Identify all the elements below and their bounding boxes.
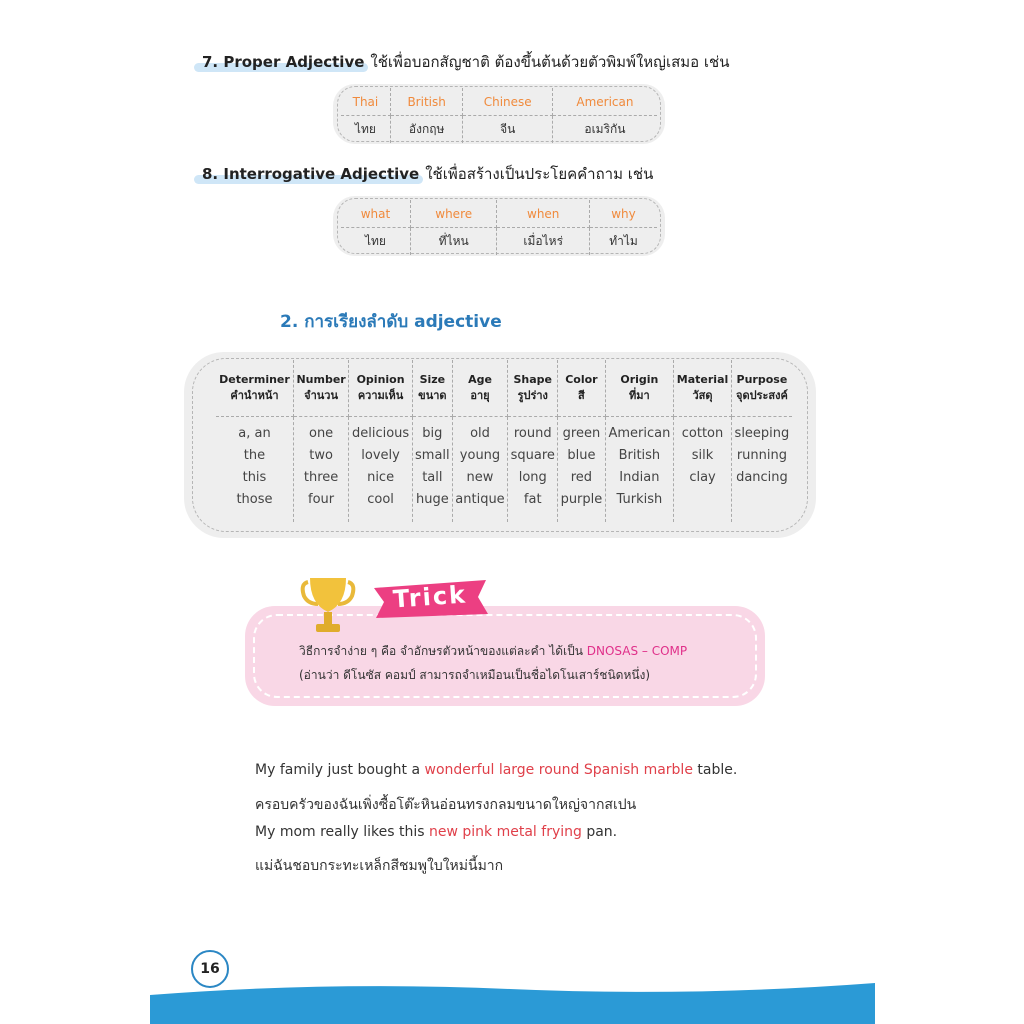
adjective-word: round [513, 426, 552, 441]
adjective-word: blue [567, 448, 596, 463]
example-1-adjectives: wonderful large round Spanish marble [424, 762, 693, 778]
adjective-word: huge [415, 492, 449, 507]
trick-label: Trick [392, 580, 468, 614]
adjective-word: delicious [351, 426, 410, 441]
interrogative-th-cell: ทำไม [609, 234, 638, 248]
proper-en-cell: British [390, 88, 463, 116]
column-header-en: Opinion [356, 373, 405, 386]
adjective-word: cotton [681, 426, 724, 441]
adjective-word: running [736, 448, 787, 463]
adjective-word: clay [689, 470, 716, 485]
adjective-word: Indian [619, 470, 660, 485]
adjective-word: American [608, 426, 671, 441]
adjective-word: two [309, 448, 333, 463]
column-header [349, 360, 413, 417]
adjective-word: lovely [361, 448, 400, 463]
example-2-post: pan. [581, 824, 618, 840]
interrogative-th-cell: ไทย [341, 228, 410, 256]
interrogative-en-cell: what [341, 200, 410, 228]
adjective-word: tall [422, 470, 443, 485]
column-header-th: คำนำหน้า [230, 389, 279, 402]
column-header [731, 360, 792, 417]
column-header-th: จำนวน [304, 389, 338, 402]
section-title: 2. การเรียงลำดับ adjective [280, 312, 502, 332]
column-words [731, 417, 792, 523]
column-header-en: Age [468, 373, 492, 386]
adjective-word: purple [560, 492, 603, 507]
interrogative-en-cell: where [410, 200, 497, 228]
interrogative-en-cell: when [497, 200, 590, 228]
proper-examples-box [333, 84, 665, 144]
example-1-pre: My family just bought a [255, 762, 425, 778]
adjective-word: new [466, 470, 494, 485]
adjective-order-box [184, 352, 816, 538]
page-number: 16 [191, 950, 229, 988]
adjective-word: long [518, 470, 547, 485]
column-header-th: อายุ [470, 389, 490, 402]
column-words [412, 417, 452, 523]
proper-heading-en: 7. Proper Adjective [202, 53, 365, 71]
adjective-word: fat [523, 492, 542, 507]
proper-th-cell: อังกฤษ [390, 116, 463, 144]
adjective-word: square [510, 448, 555, 463]
column-header [216, 360, 293, 417]
example-translation-1: ครอบครัวของฉันเพิ่งซื้อโต๊ะหินอ่อนทรงกลมขนาดใหญ่จากสเปน [255, 797, 637, 813]
proper-en-cell: American [552, 88, 657, 116]
column-header [558, 360, 605, 417]
adjective-word: nice [367, 470, 395, 485]
column-header-en: Number [296, 373, 346, 386]
column-words [605, 417, 674, 523]
interrogative-th-cell: เมื่อไหร่ [497, 228, 590, 256]
example-2-pre: My mom really likes this [255, 824, 430, 840]
adjective-word: silk [691, 448, 714, 463]
column-header-en: Size [419, 373, 446, 386]
example-translation-2: แม่ฉันชอบกระทะเหล็กสีชมพูใบใหม่นี้มาก [255, 858, 504, 874]
adjective-word: antique [455, 492, 505, 507]
proper-heading-th: ใช้เพื่อบอกสัญชาติ ต้องขึ้นต้นด้วยตัวพิมพ์ใหญ่เสมอ เช่น [370, 53, 730, 71]
proper-th-cell: อเมริกัน [584, 122, 626, 136]
adjective-word: those [236, 492, 273, 507]
interrogative-adjective-heading [200, 162, 653, 186]
column-header [674, 360, 732, 417]
interrogative-th-cell: ที่ไหน [410, 228, 497, 256]
column-words [558, 417, 605, 523]
adjective-word: the [243, 448, 266, 463]
example-2-adjectives: new pink metal frying [429, 824, 582, 840]
column-header [412, 360, 452, 417]
adjective-word: young [459, 448, 501, 463]
proper-examples-table [341, 88, 657, 143]
column-header-th: ความเห็น [357, 389, 404, 402]
trick-line-1 [299, 642, 687, 661]
column-header [293, 360, 348, 417]
proper-th-cell: จีน [463, 116, 552, 144]
trick-line-1-text: วิธีการจำง่าย ๆ คือ จำอักษรตัวหน้าของแต่ละคำ ได้เป็น [299, 644, 587, 658]
example-1-post: table. [692, 762, 738, 778]
example-sentence-1 [255, 762, 737, 778]
interrogative-en-cell: why [589, 200, 657, 228]
column-header-en: Determiner [219, 373, 290, 386]
interrogative-examples-table [341, 200, 657, 255]
column-header-th: จุดประสงค์ [736, 389, 788, 402]
adjective-word: one [308, 426, 334, 441]
adjective-word: three [303, 470, 339, 485]
column-header [508, 360, 558, 417]
column-header-th: ที่มา [629, 389, 650, 402]
column-words [674, 417, 732, 523]
adjective-word: old [470, 426, 490, 441]
trophy-icon [300, 574, 356, 638]
adjective-order-table [216, 360, 792, 522]
interrogative-examples-box [333, 196, 665, 256]
proper-adjective-heading [200, 50, 729, 74]
adjective-word: dancing [736, 470, 788, 485]
adjective-word: Turkish [616, 492, 663, 507]
adjective-word: red [570, 470, 593, 485]
adjective-word: sleeping [734, 426, 790, 441]
adjective-word: green [562, 426, 601, 441]
column-header-th: รูปร่าง [517, 389, 548, 402]
adjective-word: small [415, 448, 450, 463]
adjective-word: this [242, 470, 267, 485]
column-header [452, 360, 507, 417]
trick-line-2: (อ่านว่า ดีโนซัส คอมป์ สามารถจำเหมือนเป็นชื่อไดโนเสาร์ชนิดหนึ่ง) [299, 668, 651, 682]
proper-th-cell: ไทย [341, 116, 390, 144]
column-words [216, 417, 293, 523]
column-header-th: ขนาด [418, 389, 447, 402]
proper-en-cell: Chinese [463, 88, 552, 116]
adjective-word: British [618, 448, 661, 463]
column-header-en: Shape [513, 373, 552, 386]
footer-wave [150, 975, 875, 1024]
column-header-en: Purpose [736, 373, 788, 386]
adjective-word: cool [367, 492, 394, 507]
proper-en-cell: Thai [341, 88, 390, 116]
trick-highlight: DNOSAS – COMP [586, 644, 688, 658]
example-sentence-2 [255, 824, 617, 840]
column-words [349, 417, 413, 523]
column-header-en: Material [676, 373, 729, 386]
column-header-th: วัสดุ [692, 389, 713, 402]
adjective-word: big [422, 426, 443, 441]
column-words [293, 417, 348, 523]
column-words [508, 417, 558, 523]
adjective-word: a, an [238, 426, 271, 441]
column-header-th: สี [578, 389, 585, 402]
column-header-en: Color [565, 373, 598, 386]
column-header [605, 360, 674, 417]
interrogative-heading-en: 8. Interrogative Adjective [202, 165, 420, 183]
adjective-word: four [308, 492, 335, 507]
interrogative-heading-th: ใช้เพื่อสร้างเป็นประโยคคำถาม เช่น [425, 165, 654, 183]
column-header-en: Origin [620, 373, 659, 386]
column-words [452, 417, 507, 523]
